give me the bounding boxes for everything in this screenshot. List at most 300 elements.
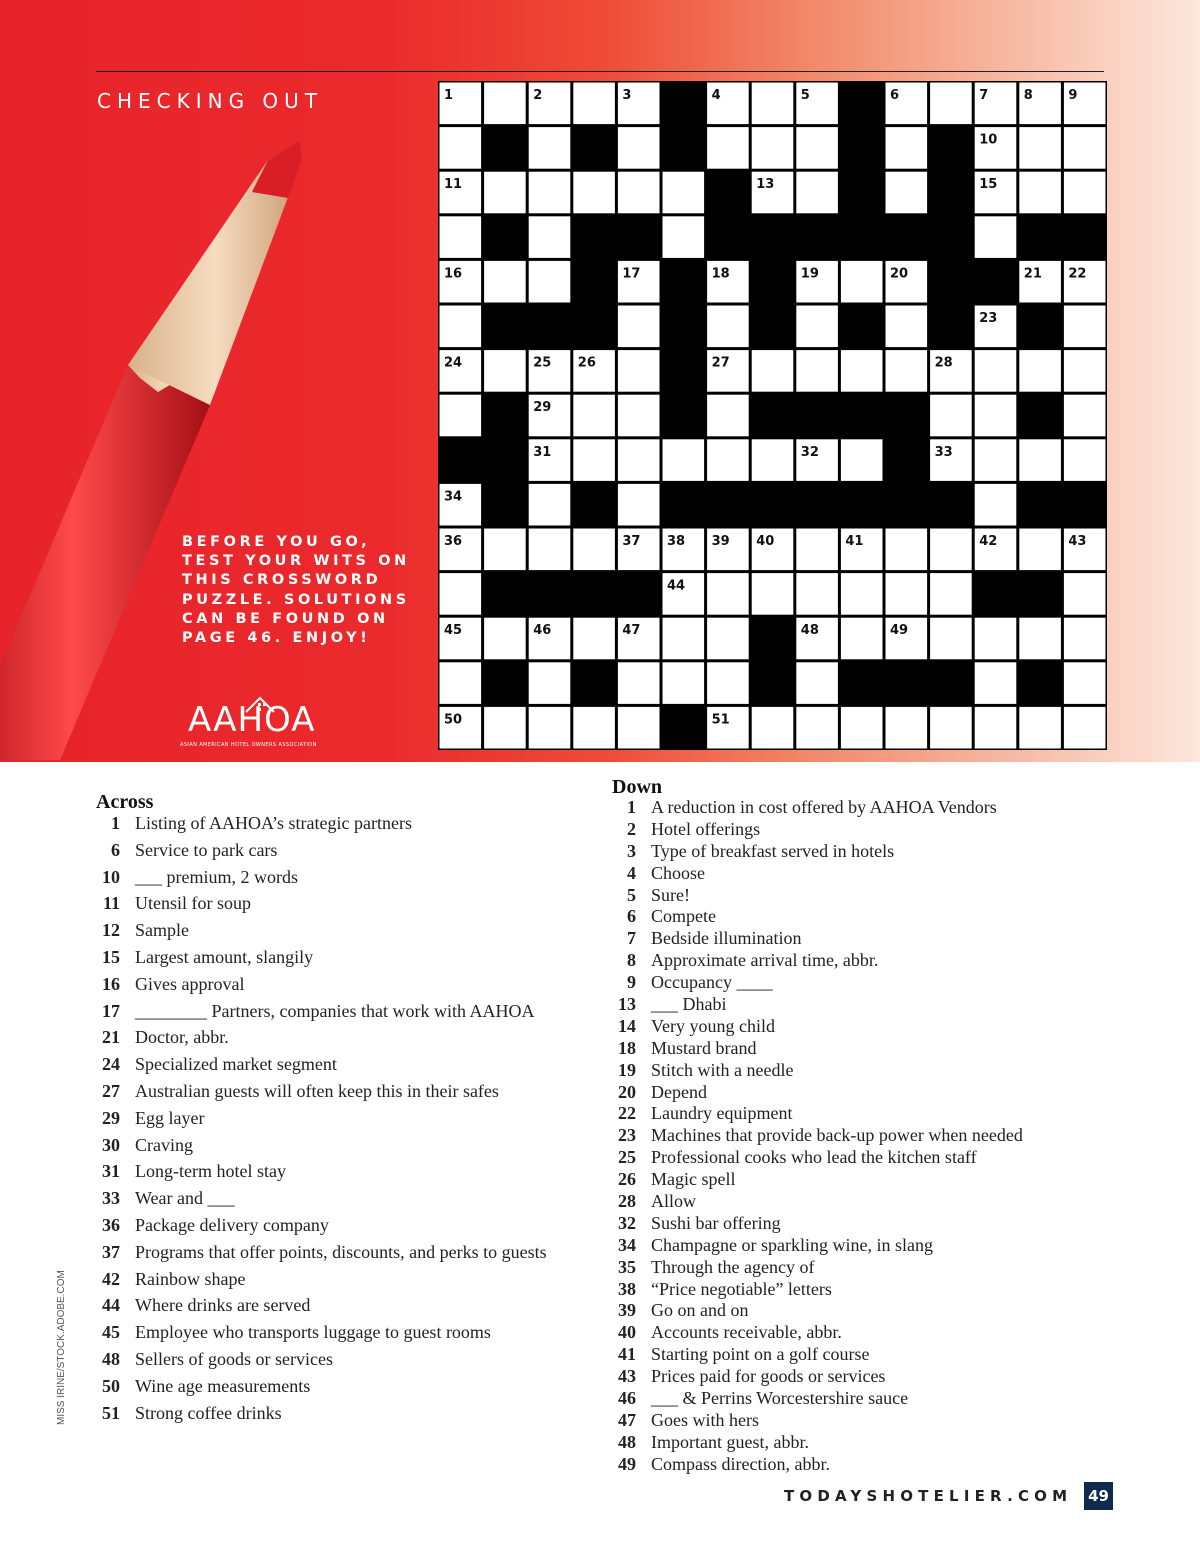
clue-text: Goes with hers [651, 1409, 759, 1430]
clue-item [612, 1322, 1112, 1344]
grid-cell[interactable] [529, 127, 571, 169]
clue-text: Employee who transports luggage to guest rooms [135, 1322, 491, 1343]
clue-number: 49 [618, 1453, 636, 1474]
clue-text: Occupancy ____ [651, 972, 773, 993]
clue-item [612, 1344, 1112, 1366]
clue-item [96, 1269, 596, 1296]
grid-cell[interactable] [975, 618, 1017, 660]
clue-number: 45 [102, 1322, 120, 1343]
clue-text: Sure! [651, 884, 690, 905]
grid-cell-number: 41 [845, 534, 864, 549]
clue-item [612, 1410, 1112, 1432]
grid-cell-number: 33 [934, 444, 953, 460]
grid-cell[interactable] [1019, 350, 1061, 392]
grid-cell-number: 37 [622, 534, 641, 549]
grid-cell[interactable] [886, 127, 928, 169]
clue-item [96, 813, 596, 840]
grid-cell[interactable] [1019, 127, 1061, 169]
grid-cell[interactable] [707, 127, 749, 169]
clue-text: Professional cooks who lead the kitchen staff [651, 1147, 977, 1168]
grid-cell[interactable] [573, 529, 615, 571]
grid-cell[interactable] [707, 439, 749, 481]
clue-text: Very young child [651, 1015, 775, 1036]
grid-cell[interactable] [707, 395, 749, 437]
grid-cell[interactable] [1064, 172, 1106, 214]
grid-cell-number: 48 [800, 623, 819, 639]
clue-item [612, 994, 1112, 1016]
clue-number: 31 [102, 1161, 120, 1182]
grid-cell[interactable] [618, 662, 660, 704]
clue-number: 44 [102, 1295, 120, 1316]
grid-cell-number: 29 [533, 400, 552, 416]
clue-number: 46 [618, 1388, 636, 1409]
clue-text: Bedside illumination [651, 928, 802, 949]
grid-cell[interactable] [618, 172, 660, 214]
footer-website[interactable]: TODAYSHOTELIER.COM [784, 1487, 1073, 1505]
clue-item [612, 1257, 1112, 1279]
grid-cell[interactable] [484, 350, 526, 392]
clue-number: 10 [102, 866, 120, 887]
clue-number: 8 [627, 950, 636, 971]
clue-item [96, 1215, 596, 1242]
clue-number: 19 [618, 1059, 636, 1080]
grid-cell[interactable] [975, 439, 1017, 481]
grid-cell-number: 6 [890, 88, 900, 103]
grid-cell[interactable] [841, 350, 883, 392]
grid-cell[interactable] [1064, 439, 1106, 481]
grid-cell-number: 28 [934, 355, 953, 371]
clue-item [96, 1135, 596, 1162]
across-clue-list [96, 813, 596, 1429]
grid-cell[interactable] [529, 662, 571, 704]
clue-item [96, 1188, 596, 1215]
grid-cell-number: 20 [890, 266, 909, 282]
clue-item [612, 1235, 1112, 1257]
clue-text: Largest amount, slangily [135, 946, 314, 967]
grid-cell[interactable] [663, 172, 705, 214]
grid-cell[interactable] [886, 707, 928, 749]
clue-number: 43 [618, 1366, 636, 1387]
clue-number: 39 [618, 1300, 636, 1321]
clue-text: Utensil for soup [135, 893, 251, 914]
grid-cell[interactable] [975, 707, 1017, 749]
clue-item [612, 1082, 1112, 1104]
clue-item [612, 1279, 1112, 1301]
photo-credit: MISS IRINE/STOCK.ADOBE.COM [56, 1270, 67, 1425]
clue-text: Compete [651, 906, 716, 927]
grid-cell-number: 31 [533, 444, 552, 460]
clue-text: Australian guests will often keep this in their safes [135, 1080, 499, 1101]
clue-item [96, 893, 596, 920]
grid-cell[interactable] [886, 573, 928, 615]
down-clue-list [612, 797, 1112, 1476]
crossword-grid [438, 81, 1107, 750]
clue-number: 42 [102, 1268, 120, 1289]
clue-text: Specialized market segment [135, 1054, 337, 1075]
grid-cell[interactable] [752, 439, 794, 481]
clue-text: Starting point on a golf course [651, 1344, 870, 1365]
clue-text: Laundry equipment [651, 1103, 793, 1124]
grid-cell-number: 22 [1068, 266, 1087, 282]
clue-number: 23 [618, 1125, 636, 1146]
grid-cell-number: 34 [444, 489, 463, 505]
grid-cell[interactable] [975, 216, 1017, 258]
grid-cell[interactable] [1064, 127, 1106, 169]
clue-number: 48 [618, 1431, 636, 1452]
clue-text: Sushi bar offering [651, 1212, 781, 1233]
grid-cell[interactable] [975, 484, 1017, 526]
pencil-illustration [0, 120, 440, 760]
grid-cell-number: 5 [800, 88, 810, 103]
grid-cell[interactable] [1064, 662, 1106, 704]
grid-cell[interactable] [440, 216, 482, 258]
grid-cell-number: 27 [711, 355, 730, 371]
clue-number: 3 [627, 840, 636, 861]
clue-item [612, 1169, 1112, 1191]
grid-cell[interactable] [930, 83, 972, 125]
grid-cell[interactable] [841, 707, 883, 749]
grid-cell[interactable] [1064, 306, 1106, 348]
grid-cell-number: 43 [1068, 534, 1087, 549]
clue-item [96, 840, 596, 867]
clue-number: 27 [102, 1080, 120, 1101]
clue-item [96, 920, 596, 947]
clue-text: Doctor, abbr. [135, 1027, 229, 1048]
clue-text: Service to park cars [135, 839, 278, 860]
clue-item [96, 1403, 596, 1430]
clue-item [96, 1081, 596, 1108]
grid-cell[interactable] [752, 707, 794, 749]
grid-cell[interactable] [796, 350, 838, 392]
grid-cell[interactable] [796, 707, 838, 749]
grid-cell-number: 21 [1023, 266, 1042, 282]
clue-number: 2 [627, 818, 636, 839]
grid-cell[interactable] [484, 172, 526, 214]
grid-cell[interactable] [529, 529, 571, 571]
clue-text: Gives approval [135, 973, 245, 994]
clue-text: Stitch with a needle [651, 1059, 794, 1080]
clue-item [612, 863, 1112, 885]
clue-text: Where drinks are served [135, 1295, 311, 1316]
grid-cell[interactable] [618, 395, 660, 437]
clue-number: 36 [102, 1214, 120, 1235]
grid-cell-number: 49 [890, 623, 909, 639]
clue-item [96, 1001, 596, 1028]
grid-cell-number: 8 [1023, 88, 1033, 103]
grid-cell[interactable] [484, 707, 526, 749]
grid-cell[interactable] [975, 395, 1017, 437]
clue-item [612, 928, 1112, 950]
grid-cell[interactable] [618, 484, 660, 526]
clue-item [612, 1454, 1112, 1476]
clue-item [612, 1213, 1112, 1235]
grid-cell[interactable] [484, 618, 526, 660]
grid-cell[interactable] [663, 618, 705, 660]
clue-text: ___ & Perrins Worcestershire sauce [651, 1388, 909, 1409]
grid-cell-number: 11 [444, 177, 463, 193]
clue-number: 1 [111, 813, 120, 833]
down-heading: Down [612, 776, 663, 798]
grid-cell[interactable] [484, 261, 526, 303]
grid-cell[interactable] [618, 707, 660, 749]
clue-text: Wine age measurements [135, 1375, 311, 1396]
clue-text: Important guest, abbr. [651, 1431, 809, 1452]
grid-cell[interactable] [1019, 707, 1061, 749]
grid-cell[interactable] [886, 529, 928, 571]
clue-number: 15 [102, 946, 120, 967]
clue-text: Allow [651, 1191, 696, 1212]
clue-text: Listing of AAHOA’s strategic partners [135, 813, 412, 833]
grid-cell[interactable] [440, 573, 482, 615]
grid-cell[interactable] [573, 172, 615, 214]
grid-cell-number: 32 [800, 444, 819, 460]
clue-text: Depend [651, 1081, 707, 1102]
grid-cell[interactable] [707, 573, 749, 615]
grid-cell-number: 10 [979, 132, 998, 148]
grid-cell[interactable] [1064, 350, 1106, 392]
grid-cell[interactable] [975, 350, 1017, 392]
clue-text: Approximate arrival time, abbr. [651, 950, 879, 971]
across-heading: Across [96, 791, 154, 813]
clue-text: ________ Partners, companies that work with AAHOA [135, 1000, 535, 1021]
grid-cell-number: 9 [1068, 88, 1078, 103]
grid-cell[interactable] [841, 573, 883, 615]
clue-text: Sellers of goods or services [135, 1348, 333, 1369]
grid-cell[interactable] [930, 395, 972, 437]
grid-cell[interactable] [796, 172, 838, 214]
clue-text: ___ Dhabi [651, 994, 727, 1015]
clue-item [612, 972, 1112, 994]
clue-number: 28 [618, 1191, 636, 1212]
grid-cell[interactable] [1064, 395, 1106, 437]
grid-cell[interactable] [618, 350, 660, 392]
clue-text: Magic spell [651, 1169, 736, 1190]
logo-wordmark: AAHOA [188, 700, 316, 740]
grid-cell[interactable] [1019, 172, 1061, 214]
grid-cell[interactable] [618, 306, 660, 348]
clue-number: 22 [618, 1103, 636, 1124]
grid-cell[interactable] [975, 662, 1017, 704]
grid-cell[interactable] [930, 573, 972, 615]
grid-cell[interactable] [930, 529, 972, 571]
grid-cell[interactable] [1019, 529, 1061, 571]
grid-cell[interactable] [440, 395, 482, 437]
clue-text: ___ premium, 2 words [135, 866, 298, 887]
grid-cell-number: 24 [444, 355, 463, 371]
clue-item [612, 906, 1112, 928]
grid-cell[interactable] [573, 707, 615, 749]
clue-text: “Price negotiable” letters [651, 1278, 832, 1299]
clue-number: 14 [618, 1015, 636, 1036]
clue-number: 29 [102, 1107, 120, 1128]
clue-item [96, 1295, 596, 1322]
clue-item [612, 797, 1112, 819]
clue-number: 38 [618, 1278, 636, 1299]
clue-item [612, 950, 1112, 972]
grid-cell[interactable] [484, 529, 526, 571]
clue-item [612, 1191, 1112, 1213]
clue-item [96, 1054, 596, 1081]
grid-cell[interactable] [484, 83, 526, 125]
grid-cell[interactable] [886, 350, 928, 392]
grid-cell[interactable] [796, 529, 838, 571]
grid-cell[interactable] [573, 618, 615, 660]
grid-cell[interactable] [529, 484, 571, 526]
clue-number: 6 [111, 839, 120, 860]
grid-cell[interactable] [529, 707, 571, 749]
grid-cell-number: 51 [711, 712, 730, 728]
clue-number: 26 [618, 1169, 636, 1190]
grid-cell[interactable] [663, 216, 705, 258]
grid-cell[interactable] [930, 707, 972, 749]
clue-text: Craving [135, 1134, 193, 1155]
clue-text: Champagne or sparkling wine, in slang [651, 1234, 933, 1255]
grid-cell[interactable] [529, 261, 571, 303]
grid-cell[interactable] [707, 662, 749, 704]
clue-item [612, 819, 1112, 841]
grid-cell-number: 39 [711, 534, 730, 549]
clue-item [96, 947, 596, 974]
clue-text: Wear and ___ [135, 1188, 235, 1209]
clue-text: Mustard brand [651, 1037, 757, 1058]
grid-cell[interactable] [1064, 707, 1106, 749]
grid-cell-number: 7 [979, 88, 989, 103]
grid-cell[interactable] [886, 306, 928, 348]
clue-item [96, 1161, 596, 1188]
grid-cell[interactable] [1064, 573, 1106, 615]
grid-cell[interactable] [440, 127, 482, 169]
grid-cell[interactable] [796, 573, 838, 615]
clue-item [612, 885, 1112, 907]
grid-cell[interactable] [529, 172, 571, 214]
clue-item [612, 841, 1112, 863]
clue-number: 13 [618, 994, 636, 1015]
grid-cell[interactable] [886, 172, 928, 214]
clue-number: 34 [618, 1234, 636, 1255]
clue-number: 20 [618, 1081, 636, 1102]
clue-text: Through the agency of [651, 1256, 815, 1277]
grid-cell[interactable] [752, 573, 794, 615]
clue-text: Choose [651, 862, 705, 883]
grid-cell[interactable] [663, 439, 705, 481]
grid-cell[interactable] [841, 261, 883, 303]
grid-cell-number: 2 [533, 88, 543, 103]
grid-cell-number: 47 [622, 623, 641, 639]
grid-cell[interactable] [618, 439, 660, 481]
clue-number: 6 [627, 906, 636, 927]
clue-item [612, 1147, 1112, 1169]
grid-cell[interactable] [573, 83, 615, 125]
grid-cell[interactable] [618, 127, 660, 169]
clue-number: 48 [102, 1348, 120, 1369]
grid-cell[interactable] [529, 216, 571, 258]
clue-number: 11 [102, 893, 120, 914]
clue-number: 37 [102, 1241, 120, 1262]
clue-number: 16 [102, 973, 120, 994]
grid-cell[interactable] [440, 306, 482, 348]
clue-text: Strong coffee drinks [135, 1402, 282, 1423]
clue-number: 32 [618, 1212, 636, 1233]
clue-item [96, 1376, 596, 1403]
clue-item [612, 1388, 1112, 1410]
clue-number: 40 [618, 1322, 636, 1343]
clue-item [612, 1300, 1112, 1322]
grid-cell[interactable] [707, 618, 749, 660]
grid-cell[interactable] [707, 306, 749, 348]
crossword-svg [438, 81, 1107, 750]
clue-item [96, 1108, 596, 1135]
logo-tagline: ASIAN AMERICAN HOTEL OWNERS ASSOCIATION [180, 742, 317, 748]
grid-cell-number: 46 [533, 623, 552, 639]
clue-text: Hotel offerings [651, 818, 761, 839]
clue-item [612, 1432, 1112, 1454]
grid-cell-number: 16 [444, 266, 463, 282]
grid-cell-number: 45 [444, 623, 463, 639]
grid-cell-number: 38 [667, 534, 686, 549]
grid-cell[interactable] [440, 662, 482, 704]
clue-number: 17 [102, 1000, 120, 1021]
clue-number: 18 [618, 1037, 636, 1058]
grid-cell[interactable] [573, 395, 615, 437]
clue-text: Programs that offer points, discounts, and perks to guests [135, 1241, 547, 1262]
grid-cell-number: 17 [622, 266, 641, 282]
grid-cell[interactable] [752, 127, 794, 169]
clue-item [612, 1016, 1112, 1038]
grid-cell[interactable] [663, 662, 705, 704]
clue-number: 9 [627, 972, 636, 993]
clue-text: Rainbow shape [135, 1268, 246, 1289]
grid-cell-number: 36 [444, 534, 463, 549]
grid-cell[interactable] [573, 439, 615, 481]
grid-cell[interactable] [930, 618, 972, 660]
clue-number: 30 [102, 1134, 120, 1155]
clue-number: 1 [627, 797, 636, 817]
section-title: CHECKING OUT [97, 89, 324, 113]
grid-cell[interactable] [841, 618, 883, 660]
grid-cell[interactable] [1064, 618, 1106, 660]
grid-cell[interactable] [752, 350, 794, 392]
clue-number: 50 [102, 1375, 120, 1396]
grid-cell-number: 42 [979, 534, 998, 549]
clue-item [96, 1027, 596, 1054]
clue-item [96, 1242, 596, 1269]
clue-text: Package delivery company [135, 1214, 329, 1235]
grid-cell[interactable] [1019, 618, 1061, 660]
grid-cell[interactable] [752, 83, 794, 125]
grid-cell[interactable] [796, 127, 838, 169]
grid-cell[interactable] [796, 306, 838, 348]
grid-cell-number: 44 [667, 578, 686, 594]
clue-text: Compass direction, abbr. [651, 1453, 830, 1474]
clue-number: 25 [618, 1147, 636, 1168]
clue-number: 24 [102, 1054, 120, 1075]
clue-item [612, 1125, 1112, 1147]
clue-text: Prices paid for goods or services [651, 1366, 886, 1387]
grid-cell-number: 26 [577, 355, 596, 371]
page-number: 49 [1084, 1482, 1113, 1510]
clue-number: 47 [618, 1409, 636, 1430]
clue-text: Egg layer [135, 1107, 205, 1128]
clue-text: Accounts receivable, abbr. [651, 1322, 842, 1343]
grid-cell-number: 25 [533, 355, 552, 371]
clue-number: 4 [627, 862, 636, 883]
grid-cell[interactable] [841, 439, 883, 481]
grid-cell-number: 15 [979, 177, 998, 193]
intro-text: BEFORE YOU GO, TEST YOUR WITS ON THIS CROSSWORD PUZZLE. SOLUTIONS CAN BE FOUND ON PAGE 46. ENJOY! [182, 534, 410, 647]
grid-cell[interactable] [796, 662, 838, 704]
grid-cell[interactable] [1019, 439, 1061, 481]
clue-number: 35 [618, 1256, 636, 1277]
